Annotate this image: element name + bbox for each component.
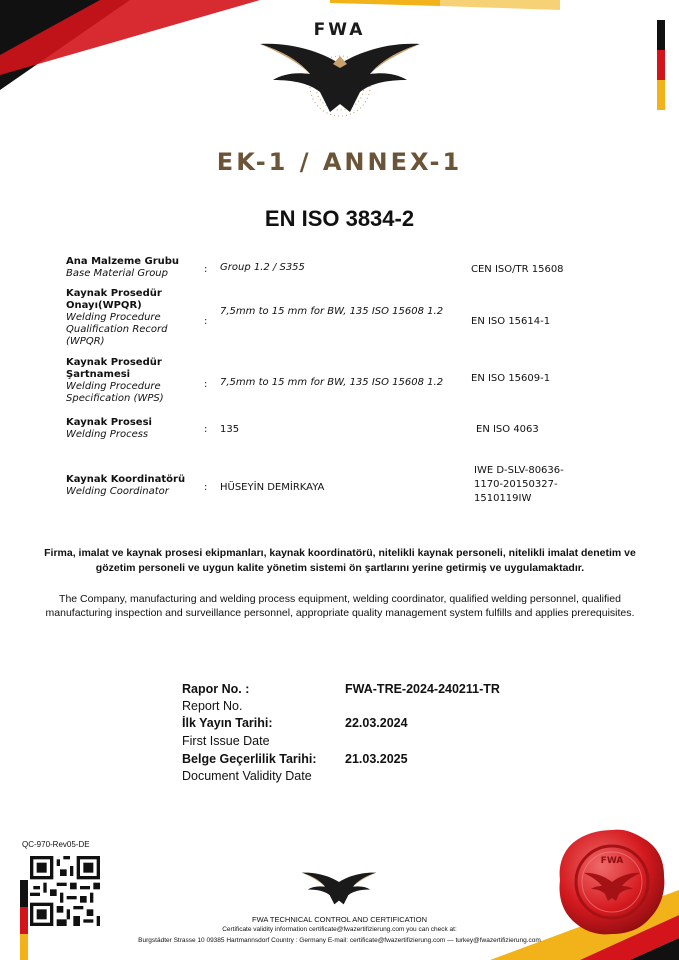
wax-seal-icon bbox=[556, 826, 668, 938]
statement-tr: Firma, imalat ve kaynak prosesi ekipmanları, kaynak koordinatörü, nitelikli kaynak personeli, nitelikli imalat denetim ve gözetim personeli ve uygun kalite yönetim sistemi ön şartlarını yerine getirmiş ve uygulamaktadır. bbox=[44, 547, 636, 574]
colon: : bbox=[204, 264, 208, 275]
validity-label-tr: Belge Geçerlilik Tarihi: bbox=[182, 752, 317, 766]
validity-label-en: Document Validity Date bbox=[182, 769, 312, 783]
footer-eagle-logo-icon bbox=[298, 868, 380, 910]
footer-address: Burgstädter Strasse 10 09385 Hartmannsdorf Country : Germany E-mail: certificate@fwazertifizierung.com — turkey@fwazertifizierung.com bbox=[138, 937, 541, 944]
label-tr: Kaynak Prosesi bbox=[66, 417, 152, 428]
label-en: Base Material Group bbox=[66, 268, 168, 279]
row-reference: IWE D-SLV-80636-1170-20150327-1510119IW bbox=[474, 465, 564, 504]
wax-seal-text: FWA bbox=[600, 856, 624, 866]
validity-value: 21.03.2025 bbox=[345, 752, 408, 766]
label-en: Welding Process bbox=[66, 429, 149, 440]
row-value: 7,5mm to 15 mm for BW, 135 ISO 15608 1.2 bbox=[220, 377, 444, 388]
label-tr: Kaynak Koordinatörü bbox=[66, 474, 186, 485]
standard-title: EN ISO 3834-2 bbox=[264, 206, 415, 231]
brand-name: FWA bbox=[313, 20, 366, 40]
row-reference: EN ISO 4063 bbox=[476, 424, 539, 435]
footer-org: FWA TECHNICAL CONTROL AND CERTIFICATION bbox=[251, 915, 428, 924]
footer-validity-info: Certificate validity information certificate@fwazertifizierung.com you can check at: bbox=[222, 926, 457, 933]
label-en: Welding Procedure Qualification Record (WPQR) bbox=[66, 312, 168, 347]
label-tr: Kaynak Prosedür Onayı(WPQR) bbox=[66, 288, 162, 311]
row-value: 7,5mm to 15 mm for BW, 135 ISO 15608 1.2 bbox=[220, 306, 444, 317]
label-en: Welding Coordinator bbox=[66, 486, 169, 497]
first-issue-value: 22.03.2024 bbox=[345, 716, 408, 730]
statement-en: The Company, manufacturing and welding process equipment, welding coordinator, qualified welding personnel, qualified manufacturing inspection and surveillance personnel, appropriate quality management system fulfills and applies prerequisites. bbox=[45, 593, 635, 619]
colon: : bbox=[204, 379, 208, 390]
eagle-logo-icon bbox=[255, 34, 425, 124]
first-issue-label-en: First Issue Date bbox=[182, 734, 270, 748]
annex-title: EK-1 / ANNEX-1 bbox=[216, 148, 463, 176]
colon: : bbox=[204, 482, 208, 493]
label-en: Welding Procedure Specification (WPS) bbox=[66, 381, 164, 404]
form-code: QC-970-Rev05-DE bbox=[22, 840, 90, 849]
row-value: 135 bbox=[220, 424, 240, 435]
colon: : bbox=[204, 316, 208, 327]
first-issue-label-tr: İlk Yayın Tarihi: bbox=[182, 716, 273, 730]
row-value: HÜSEYİN DEMİRKAYA bbox=[220, 482, 325, 493]
row-reference: CEN ISO/TR 15608 bbox=[471, 264, 564, 275]
report-no-label-en: Report No. bbox=[182, 699, 243, 713]
colon: : bbox=[204, 424, 208, 435]
report-no-value: FWA-TRE-2024-240211-TR bbox=[345, 682, 500, 696]
row-value: Group 1.2 / S355 bbox=[220, 262, 305, 273]
label-tr: Ana Malzeme Grubu bbox=[66, 256, 180, 267]
report-no-label-tr: Rapor No. : bbox=[182, 682, 250, 696]
row-reference: EN ISO 15614-1 bbox=[471, 316, 551, 327]
label-tr: Kaynak Prosedür Şartnamesi bbox=[66, 357, 162, 380]
row-reference: EN ISO 15609-1 bbox=[471, 373, 551, 384]
